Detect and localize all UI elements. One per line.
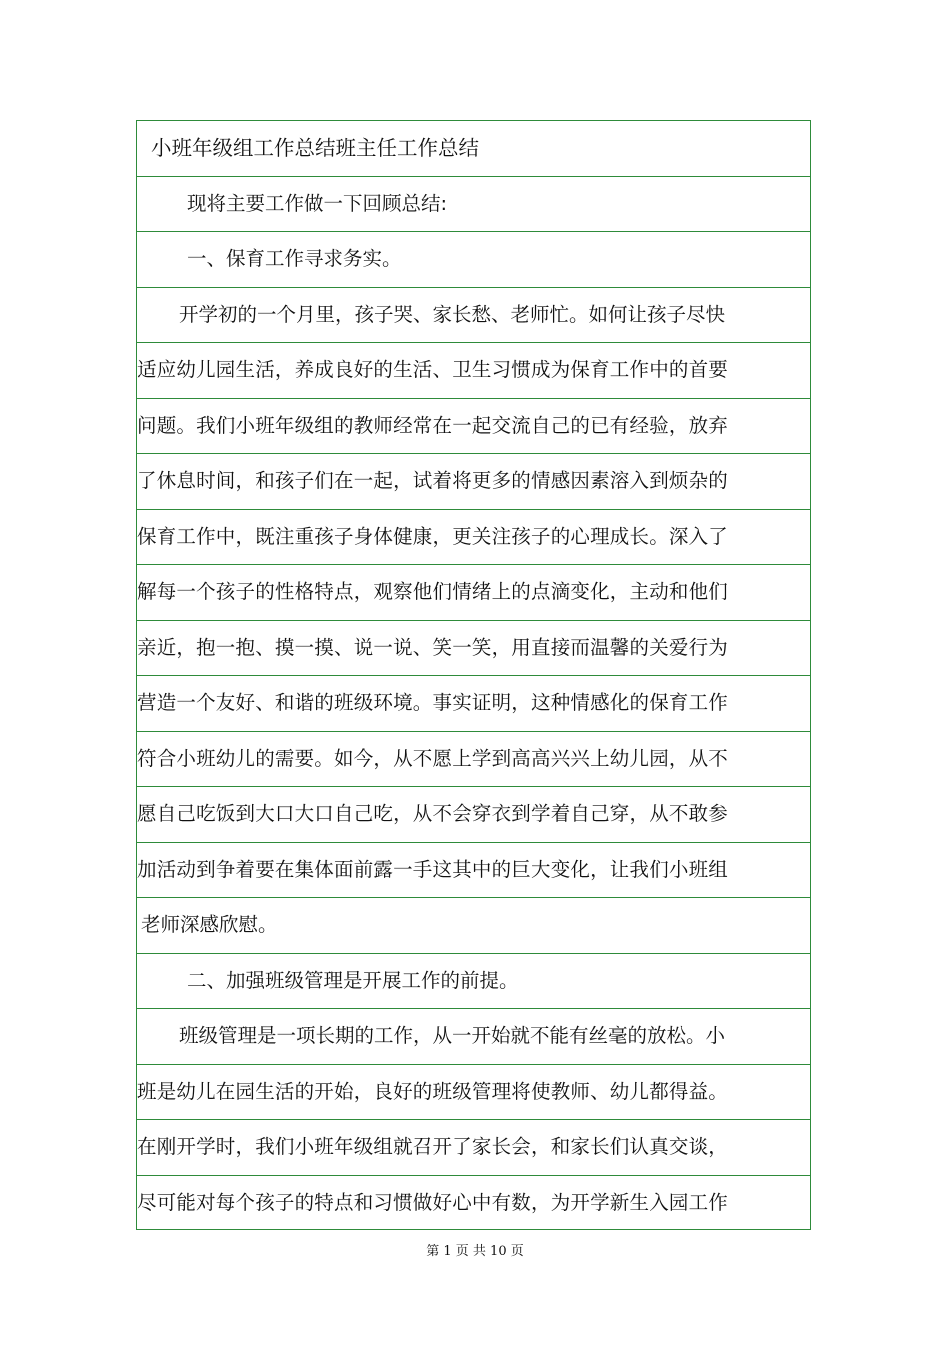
text-line: 亲近，抱一抱、摸一摸、说一说、笑一笑，用直接而温馨的关爱行为	[137, 621, 810, 677]
text-line: 愿自己吃饭到大口大口自己吃，从不会穿衣到学着自己穿，从不敢参	[137, 787, 810, 843]
document-title: 小班年级组工作总结班主任工作总结	[137, 121, 810, 177]
text-line: 保育工作中，既注重孩子身体健康，更关注孩子的心理成长。深入了	[137, 510, 810, 566]
section-heading: 一、保育工作寻求务实。	[137, 232, 810, 288]
text-line: 尽可能对每个孩子的特点和习惯做好心中有数，为开学新生入园工作	[137, 1190, 729, 1214]
text-line: 加活动到争着要在集体面前露一手这其中的巨大变化，让我们小班组	[137, 843, 810, 899]
text-line: 适应幼儿园生活，养成良好的生活、卫生习惯成为保育工作中的首要	[137, 343, 810, 399]
text-line: 营造一个友好、和谐的班级环境。事实证明，这种情感化的保育工作	[137, 676, 810, 732]
page-number: 第 1 页 共 10 页	[426, 1244, 524, 1259]
document-frame	[136, 120, 811, 1230]
text-line: 符合小班幼儿的需要。如今，从不愿上学到高高兴兴上幼儿园，从不	[137, 732, 810, 788]
text-line: 了休息时间，和孩子们在一起，试着将更多的情感因素溶入到烦杂的	[137, 454, 810, 510]
text-line: 班是幼儿在园生活的开始，良好的班级管理将使教师、幼儿都得益。	[137, 1065, 810, 1121]
text-line: 解每一个孩子的性格特点，观察他们情绪上的点滴变化，主动和他们	[137, 565, 810, 621]
text-line: 现将主要工作做一下回顾总结:	[137, 177, 810, 233]
section-heading: 二、加强班级管理是开展工作的前提。	[137, 954, 810, 1010]
text-line: 开学初的一个月里，孩子哭、家长愁、老师忙。如何让孩子尽快	[137, 288, 810, 344]
text-line: 班级管理是一项长期的工作，从一开始就不能有丝毫的放松。小	[137, 1009, 810, 1065]
text-line: 在刚开学时，我们小班年级组就召开了家长会，和家长们认真交谈，	[137, 1120, 810, 1176]
text-line: 问题。我们小班年级组的教师经常在一起交流自己的已有经验，放弃	[137, 399, 810, 455]
text-line: 老师深感欣慰。	[137, 898, 810, 954]
